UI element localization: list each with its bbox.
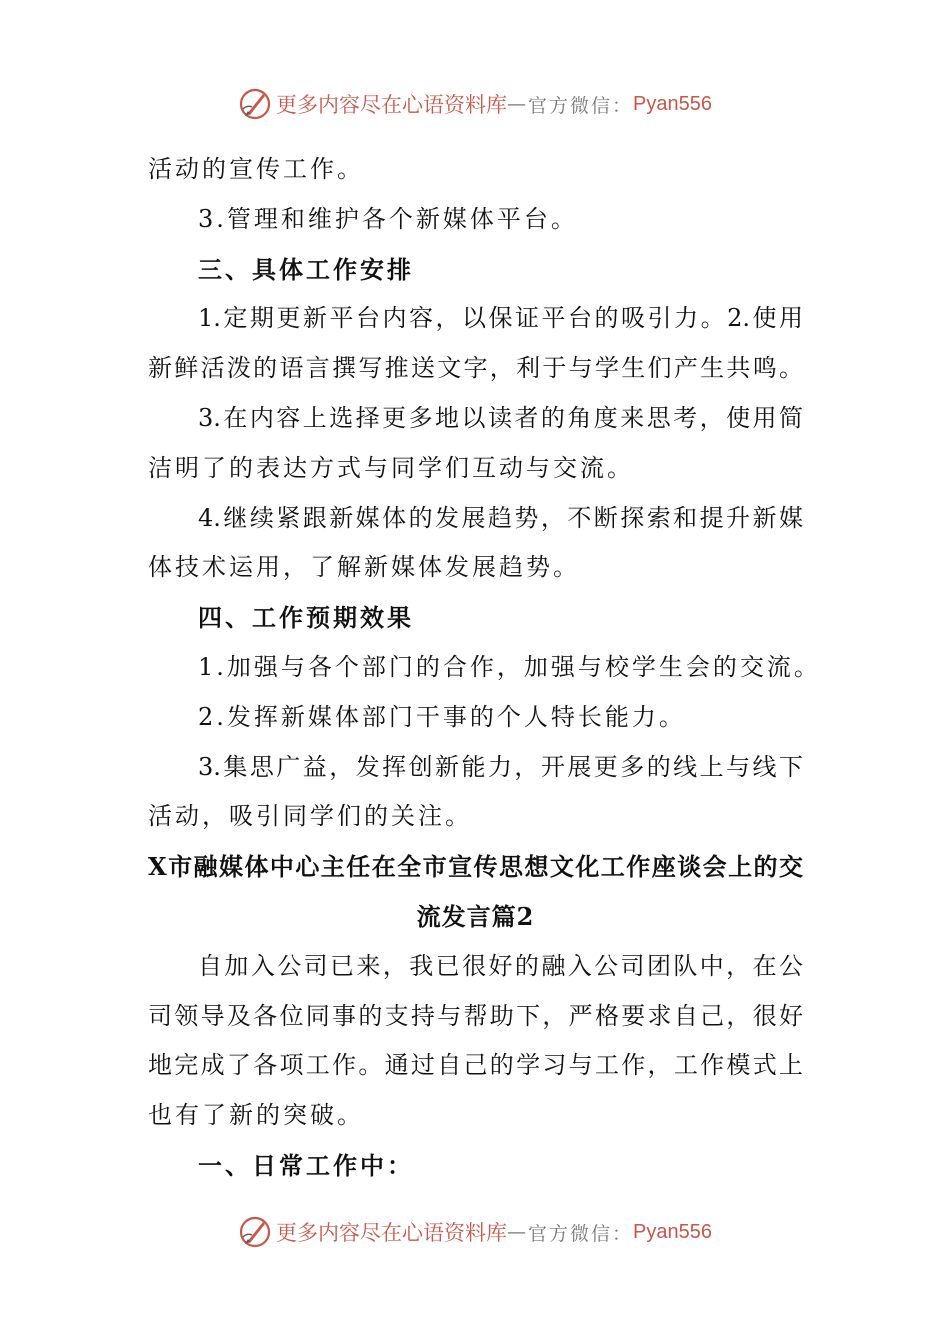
paragraph-line: 洁明了的表达方式与同学们互动与交流。	[148, 453, 634, 482]
quill-logo-icon	[238, 87, 272, 121]
watermark-header	[0, 84, 950, 124]
list-item: 3.在内容上选择更多地以读者的角度来思考，使用简	[198, 403, 803, 432]
quill-logo-icon	[238, 1215, 272, 1249]
paragraph-line: 地完成了各项工作。通过自己的学习与工作，工作模式上	[148, 1051, 803, 1080]
watermark-dash: —	[507, 93, 528, 115]
watermark-dash: —	[507, 1221, 528, 1243]
list-item: 1.加强与各个部门的合作，加强与校学生会的交流。	[198, 652, 821, 681]
list-item: 1.定期更新平台内容，以保证平台的吸引力。2.使用	[198, 304, 803, 333]
watermark-text: 更多内容尽在心语资料库	[276, 1221, 507, 1245]
watermark-official-label: 官方微信：	[528, 94, 634, 117]
list-item: 2.发挥新媒体部门干事的个人特长能力。	[198, 702, 686, 731]
watermark-official-label: 官方微信：	[528, 1222, 634, 1245]
paragraph-line: 司领导及各位同事的支持与帮助下，严格要求自己，很好	[148, 1001, 803, 1030]
article-title: 流发言篇2	[416, 901, 535, 931]
paragraph-line: 自加入公司已来，我已很好的融入公司团队中，在公	[198, 951, 803, 980]
article-title: X市融媒体中心主任在全市宣传思想文化工作座谈会上的交	[148, 852, 803, 882]
document-body	[148, 145, 821, 1191]
section-heading: 三、具体工作安排	[198, 254, 414, 284]
paragraph-line: 活动，吸引同学们的关注。	[148, 802, 472, 831]
section-heading: 四、工作预期效果	[198, 603, 414, 633]
paragraph-line: 体技术运用，了解新媒体发展趋势。	[148, 553, 580, 582]
list-item: 3.管理和维护各个新媒体平台。	[198, 204, 578, 233]
section-heading: 一、日常工作中：	[198, 1150, 414, 1180]
watermark-wechat-id: Pyan556	[633, 1220, 712, 1243]
watermark-wechat-id: Pyan556	[633, 92, 712, 115]
list-item: 4.继续紧跟新媒体的发展趋势，不断探索和提升新媒	[198, 503, 803, 532]
list-item: 3.集思广益，发挥创新能力，开展更多的线上与线下	[198, 752, 803, 781]
paragraph-line: 活动的宣传工作。	[148, 155, 364, 183]
paragraph-line: 新鲜活泼的语言撰写推送文字，利于与学生们产生共鸣。	[148, 354, 803, 383]
watermark-text: 更多内容尽在心语资料库	[276, 93, 507, 117]
watermark-footer	[0, 1212, 950, 1252]
paragraph-line: 也有了新的突破。	[148, 1101, 364, 1130]
